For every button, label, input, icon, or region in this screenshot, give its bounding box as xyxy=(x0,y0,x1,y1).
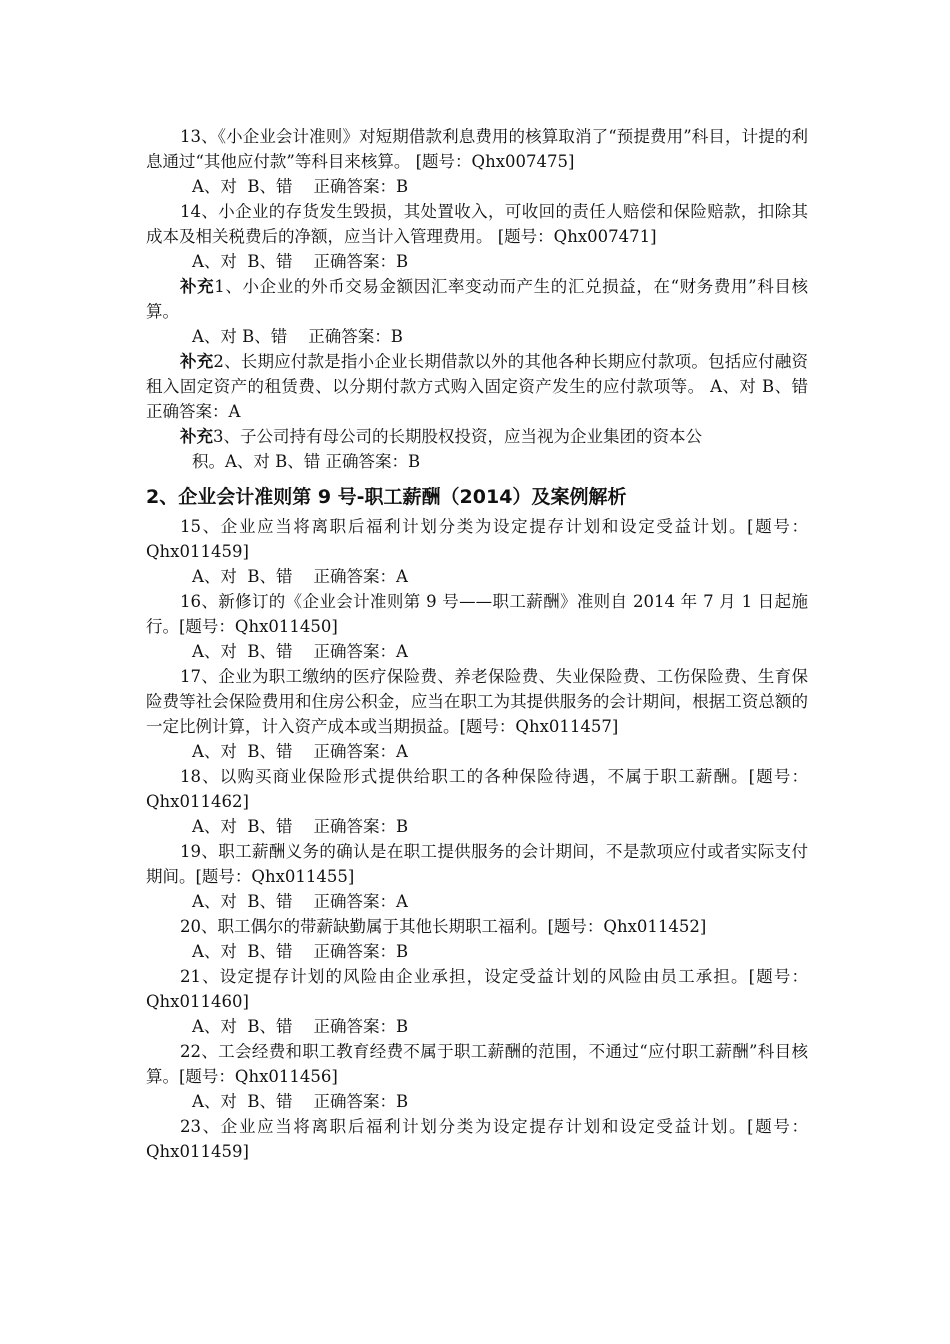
answer-line: A、对 B、错 正确答案：B xyxy=(192,817,409,836)
answer-line: A、对 B、错 正确答案：A xyxy=(192,567,408,586)
question-text: 22、工会经费和职工教育经费不属于职工薪酬的范围，不通过“应付职工薪酬”科目核算。[题号：Qhx011456] xyxy=(146,1042,808,1086)
answer-line: A、对 B、错 正确答案：B xyxy=(192,1017,409,1036)
answer-line: A、对 B、错 正确答案：A xyxy=(192,642,408,661)
answer-line: A、对 B、错 正确答案：B xyxy=(192,177,409,196)
question-text: 15、企业应当将离职后福利计划分类为设定提存计划和设定受益计划。[题号：Qhx011459] xyxy=(146,517,808,561)
question-text: 13、《小企业会计准则》对短期借款利息费用的核算取消了“预提费用”科目，计提的利息通过“其他应付款”等科目来核算。 [题号：Qhx007475] xyxy=(146,127,808,171)
question-text: 23、企业应当将离职后福利计划分类为设定提存计划和设定受益计划。[题号：Qhx011459] xyxy=(146,1117,808,1161)
question-text: 3、子公司持有母公司的长期股权投资，应当视为企业集团的资本公 xyxy=(213,427,702,446)
section-heading: 2、企业会计准则第 9 号-职工薪酬（2014）及案例解析 xyxy=(146,486,627,508)
question-text: 18、以购买商业保险形式提供给职工的各种保险待遇，不属于职工薪酬。[题号：Qhx011462] xyxy=(146,767,808,811)
supplement-question xyxy=(146,424,808,449)
answer-line: A、对 B、错 正确答案：B xyxy=(192,327,403,346)
answer-line: A、对 B、错 正确答案：B xyxy=(192,252,409,271)
supplement-label: 补充 xyxy=(180,277,215,296)
supplement-question xyxy=(146,274,808,324)
document-page xyxy=(146,124,808,1164)
question-text: 16、新修订的《企业会计准则第 9 号——职工薪酬》准则自 2014 年 7 月 1 日起施行。[题号：Qhx011450] xyxy=(146,592,808,636)
question-text: 2、长期应付款是指小企业长期借款以外的其他各种长期应付款项。包括应付融资租入固定资产的租赁费、以分期付款方式购入固定资产发生的应付款项等。 A、对 B、错 正确答案：A xyxy=(146,352,809,421)
question-text: 14、小企业的存货发生毁损，其处置收入，可收回的责任人赔偿和保险赔款，扣除其成本及相关税费后的净额，应当计入管理费用。 [题号：Qhx007471] xyxy=(146,202,808,246)
question-text: 20、职工偶尔的带薪缺勤属于其他长期职工福利。[题号：Qhx011452] xyxy=(180,917,707,936)
question-continuation: 积。A、对 B、错 正确答案：B xyxy=(192,452,421,471)
answer-line: A、对 B、错 正确答案：B xyxy=(192,1092,409,1111)
question-text: 17、企业为职工缴纳的医疗保险费、养老保险费、失业保险费、工伤保险费、生育保险费等社会保险费用和住房公积金，应当在职工为其提供服务的会计期间，根据工资总额的一定比例计算，计入资产成本或当期损益。[题号：Qhx011457] xyxy=(146,667,808,736)
answer-line: A、对 B、错 正确答案：B xyxy=(192,942,409,961)
answer-line: A、对 B、错 正确答案：A xyxy=(192,742,408,761)
answer-line: A、对 B、错 正确答案：A xyxy=(192,892,408,911)
question-text: 21、设定提存计划的风险由企业承担，设定受益计划的风险由员工承担。[题号：Qhx011460] xyxy=(146,967,808,1011)
question-text: 19、职工薪酬义务的确认是在职工提供服务的会计期间，不是款项应付或者实际支付期间。[题号：Qhx011455] xyxy=(146,842,808,886)
supplement-question xyxy=(146,349,808,424)
question-text: 1、小企业的外币交易金额因汇率变动而产生的汇兑损益，在“财务费用”科目核算。 xyxy=(146,277,808,321)
supplement-label: 补充 xyxy=(180,352,214,371)
supplement-label: 补充 xyxy=(180,427,213,446)
